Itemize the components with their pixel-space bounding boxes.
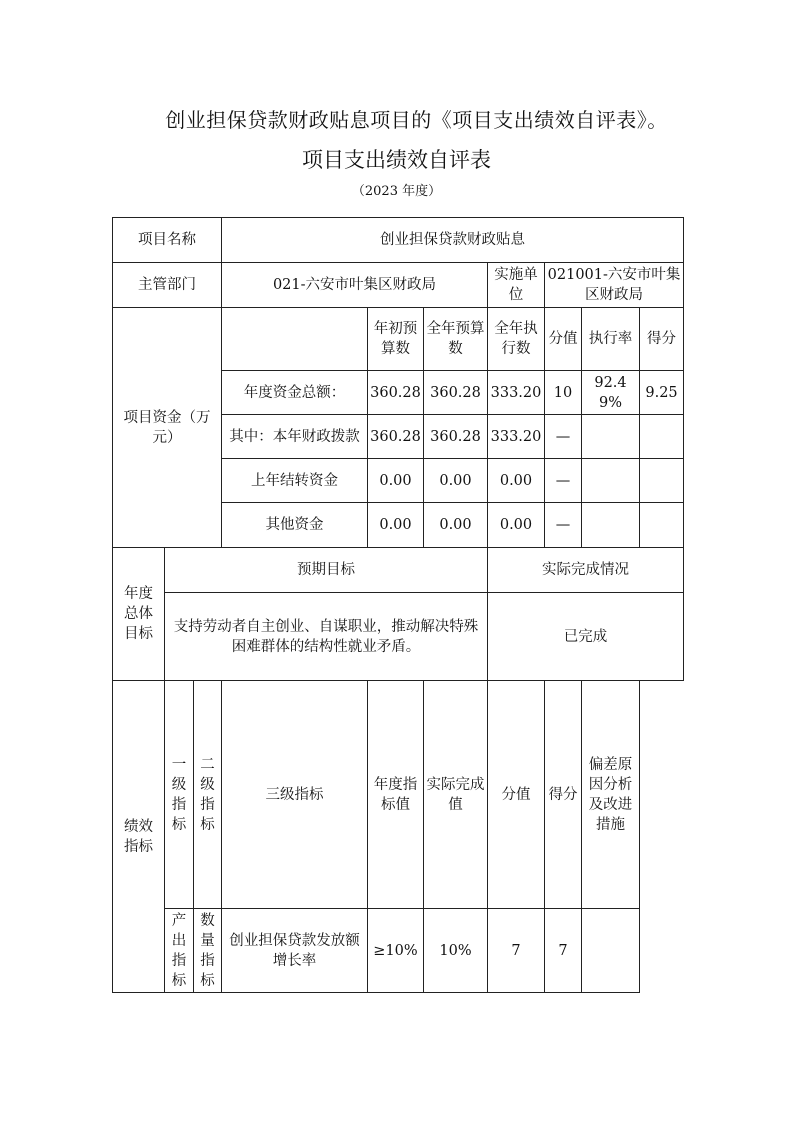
funds-cell: — [545, 503, 582, 548]
goals-actual-header: 实际完成情况 [488, 548, 684, 593]
performance-header-row [113, 681, 684, 909]
perf-deviation [582, 909, 640, 993]
document-heading: 创业担保贷款财政贴息项目的《项目支出绩效自评表》。 [165, 108, 668, 132]
form-year: （2023 年度） [351, 184, 442, 199]
funds-cell [640, 503, 684, 548]
perf-weight: 7 [488, 909, 545, 993]
funds-cell [582, 415, 640, 459]
perf-header-actual: 实际完成值 [424, 681, 488, 909]
funds-header-blank [222, 308, 368, 371]
funds-cell [582, 459, 640, 503]
funds-cell: 360.28 [368, 371, 424, 415]
perf-target: ≥10% [368, 909, 424, 993]
self-evaluation-table [112, 217, 684, 993]
perf-header-deviation: 偏差原因分析及改进措施 [582, 681, 640, 909]
goals-expected-header: 预期目标 [165, 548, 488, 593]
funds-header-rate: 执行率 [582, 308, 640, 371]
project-name-value: 创业担保贷款财政贴息 [222, 218, 684, 263]
impl-unit-label: 实施单位 [488, 263, 545, 308]
perf-header-level1: 一级指标 [165, 681, 194, 909]
funds-cell: 0.00 [368, 503, 424, 548]
funds-cell: 0.00 [424, 459, 488, 503]
funds-cell: 9.25 [640, 371, 684, 415]
funds-cell [640, 415, 684, 459]
funds-header-executed: 全年执行数 [488, 308, 545, 371]
perf-level3: 创业担保贷款发放额增长率 [222, 909, 368, 993]
perf-score: 7 [545, 909, 582, 993]
perf-header-score: 得分 [545, 681, 582, 909]
funds-cell: 360.28 [424, 371, 488, 415]
funds-header-row [113, 308, 684, 371]
goals-actual-text: 已完成 [488, 593, 684, 681]
funds-cell: 360.28 [368, 415, 424, 459]
funds-header-annual: 全年预算数 [424, 308, 488, 371]
funds-cell: — [545, 415, 582, 459]
perf-level2: 数量指标 [194, 909, 222, 993]
funds-cell: — [545, 459, 582, 503]
impl-unit-value: 021001-六安市叶集区财政局 [545, 263, 684, 308]
funds-cell: 333.20 [488, 415, 545, 459]
perf-header-weight: 分值 [488, 681, 545, 909]
funds-cell: 333.20 [488, 371, 545, 415]
funds-row-label: 上年结转资金 [222, 459, 368, 503]
goals-label: 年度总体目标 [113, 548, 165, 681]
dept-label: 主管部门 [113, 263, 222, 308]
project-name-label: 项目名称 [113, 218, 222, 263]
performance-label: 绩效指标 [113, 681, 165, 993]
perf-header-level3: 三级指标 [222, 681, 368, 909]
project-name-row [113, 218, 684, 263]
funds-cell [640, 459, 684, 503]
funds-cell [582, 503, 640, 548]
funds-cell: 0.00 [368, 459, 424, 503]
funds-cell: 10 [545, 371, 582, 415]
perf-level1: 产出指标 [165, 909, 194, 993]
funds-row-label: 其他资金 [222, 503, 368, 548]
funds-cell: 92.49% [582, 371, 640, 415]
funds-row-label: 年度资金总额： [222, 371, 368, 415]
funds-row-label: 其中：本年财政拨款 [222, 415, 368, 459]
funds-cell: 0.00 [424, 503, 488, 548]
dept-value: 021-六安市叶集区财政局 [222, 263, 488, 308]
performance-row [113, 909, 684, 993]
funds-header-initial: 年初预算数 [368, 308, 424, 371]
department-row [113, 263, 684, 308]
perf-header-target: 年度指标值 [368, 681, 424, 909]
perf-actual: 10% [424, 909, 488, 993]
funds-cell: 0.00 [488, 459, 545, 503]
funds-header-score: 得分 [640, 308, 684, 371]
funds-cell: 0.00 [488, 503, 545, 548]
goals-header-row [113, 548, 684, 593]
goals-expected-text: 支持劳动者自主创业、自谋职业，推动解决特殊困难群体的结构性就业矛盾。 [165, 593, 488, 681]
funds-header-weight: 分值 [545, 308, 582, 371]
perf-header-level2: 二级指标 [194, 681, 222, 909]
form-title: 项目支出绩效自评表 [302, 148, 491, 172]
funds-cell: 360.28 [424, 415, 488, 459]
funds-label: 项目资金（万元） [113, 308, 222, 548]
goals-content-row [113, 593, 684, 681]
